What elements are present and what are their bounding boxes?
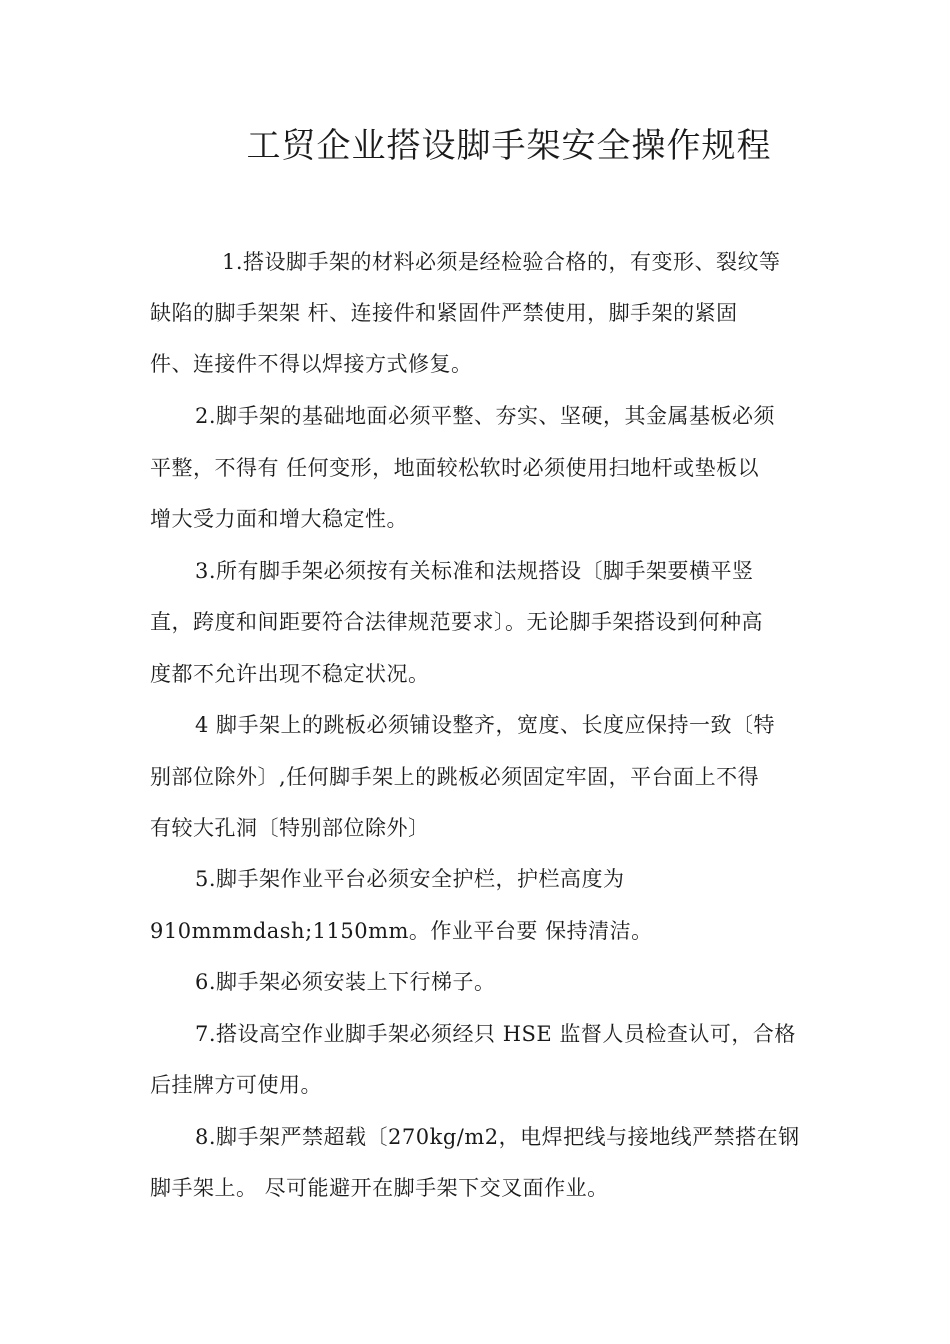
text-line: 6.脚手架必须安装上下行梯子。 — [195, 970, 496, 994]
document-title: 工贸企业搭设脚手架安全操作规程 — [246, 126, 772, 166]
text-line: 4 脚手架上的跳板必须铺设整齐，宽度、长度应保持一致〔特 — [195, 713, 776, 737]
text-line: 5.脚手架作业平台必须安全护栏，护栏高度为 — [195, 867, 625, 891]
text-line: 1.搭设脚手架的材料必须是经检验合格的，有变形、裂纹等 — [222, 250, 781, 274]
text-line: 平整，不得有 任何变形，地面较松软时必须使用扫地杆或垫板以 — [150, 456, 760, 480]
text-line: 后挂牌方可使用。 — [150, 1073, 322, 1097]
text-line: 7.搭设高空作业脚手架必须经只 HSE 监督人员检查认可，合格 — [195, 1022, 796, 1046]
text-line: 件、连接件不得以焊接方式修复。 — [150, 352, 473, 376]
text-line: 8.脚手架严禁超载〔270kg/m2，电焊把线与接地线严禁搭在钢 — [195, 1125, 800, 1149]
text-line: 直，跨度和间距要符合法律规范要求〕。无论脚手架搭设到何种高 — [150, 610, 763, 634]
text-line: 910mmmdash;1150mm。作业平台要 保持清洁。 — [150, 919, 653, 943]
text-line: 缺陷的脚手架架 杆、连接件和紧固件严禁使用，脚手架的紧固 — [150, 301, 738, 325]
text-line: 2.脚手架的基础地面必须平整、夯实、坚硬，其金属基板必须 — [195, 404, 776, 428]
text-line: 度都不允许出现不稳定状况。 — [150, 662, 430, 686]
text-line: 有较大孔洞〔特别部位除外〕 — [150, 816, 430, 840]
text-line: 3.所有脚手架必须按有关标准和法规搭设〔脚手架要横平竖 — [195, 559, 754, 583]
text-line: 别部位除外〕,任何脚手架上的跳板必须固定牢固，平台面上不得 — [150, 765, 760, 789]
text-line: 增大受力面和增大稳定性。 — [150, 507, 408, 531]
text-line: 脚手架上。 尽可能避开在脚手架下交叉面作业。 — [150, 1176, 609, 1200]
